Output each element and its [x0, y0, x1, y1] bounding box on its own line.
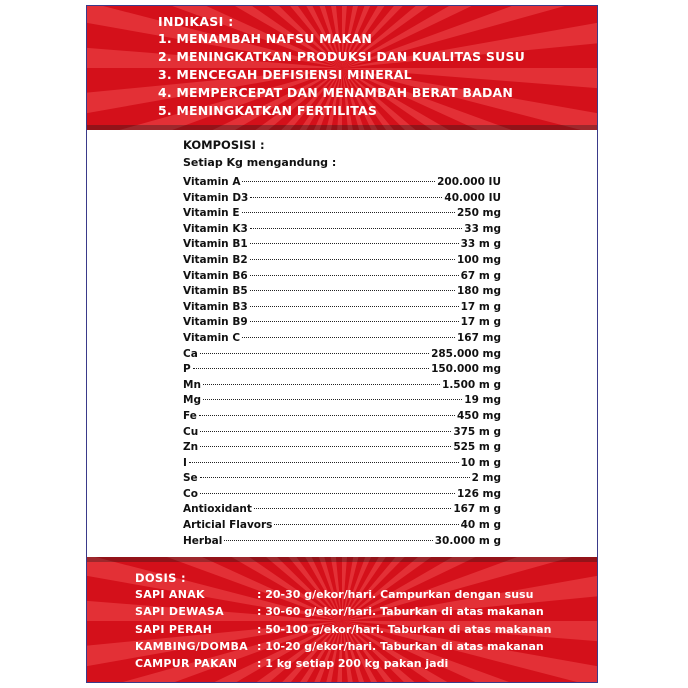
dot-leader: [200, 477, 470, 478]
komposisi-row: [183, 207, 501, 223]
ingredient-amount: 167 mg: [456, 331, 501, 344]
dot-leader: [250, 197, 442, 198]
dosis-key: SAPI DEWASA: [135, 605, 224, 619]
dosis-title: DOSIS :: [135, 571, 186, 585]
ingredient-name: Vitamin B1: [183, 238, 248, 251]
komposisi-row: [183, 254, 501, 270]
indikasi-title: INDIKASI :: [158, 14, 234, 29]
komposisi-row: [183, 519, 501, 535]
ingredient-amount: 17 m g: [460, 300, 501, 313]
dot-leader: [200, 493, 455, 494]
komposisi-row: [183, 426, 501, 442]
ingredient-name: Mn: [183, 378, 201, 391]
komposisi-row: [183, 316, 501, 332]
ingredient-name: Vitamin D3: [183, 191, 249, 204]
ingredient-amount: 100 mg: [456, 253, 501, 266]
komposisi-row: [183, 441, 501, 457]
ingredient-name: Zn: [183, 441, 199, 454]
ingredient-name: Se: [183, 472, 198, 485]
komposisi-row: [183, 503, 501, 519]
dosis-key: CAMPUR PAKAN: [135, 657, 238, 671]
komposisi-row: [183, 285, 501, 301]
dot-leader: [200, 446, 451, 447]
komposisi-row: [183, 301, 501, 317]
ingredient-amount: 17 m g: [460, 316, 501, 329]
ingredient-name: Co: [183, 487, 198, 500]
ingredient-name: Vitamin B5: [183, 285, 248, 298]
ingredient-name: Vitamin C: [183, 331, 241, 344]
komposisi-row: [183, 457, 501, 473]
ingredient-amount: 1.500 m g: [442, 378, 501, 391]
dot-leader: [193, 368, 429, 369]
komposisi-row: [183, 410, 501, 426]
dot-leader: [250, 306, 459, 307]
dosis-section: [135, 571, 551, 672]
ingredient-amount: 167 m g: [453, 503, 501, 516]
ingredient-name: Vitamin B9: [183, 316, 248, 329]
indikasi-item: 3. MENCEGAH DEFISIENSI MINERAL: [158, 67, 412, 82]
komposisi-row: [183, 270, 501, 286]
dot-leader: [242, 337, 455, 338]
dosis-text: : 20-30 g/ekor/hari. Campurkan dengan susu: [257, 588, 534, 601]
dosis-key: SAPI ANAK: [135, 588, 205, 601]
ingredient-amount: 67 m g: [460, 269, 501, 282]
dosis-key: KAMBING/DOMBA: [135, 639, 248, 653]
ingredient-amount: 525 m g: [453, 441, 501, 454]
komposisi-row: [183, 363, 501, 379]
dosis-banner: [87, 557, 597, 683]
ingredient-name: Fe: [183, 409, 197, 422]
dot-leader: [250, 243, 459, 244]
dosis-text: : 30-60 g/ekor/hari. Taburkan di atas makanan: [257, 605, 544, 619]
ingredient-amount: 2 mg: [471, 472, 501, 485]
dot-leader: [242, 212, 455, 213]
komposisi-row: [183, 488, 501, 504]
dot-leader: [250, 228, 463, 229]
ingredient-name: Vitamin B2: [183, 253, 248, 266]
ingredient-name: Vitamin B3: [183, 300, 248, 313]
ingredient-amount: 19 mg: [464, 394, 501, 407]
dosis-key: SAPI PERAH: [135, 622, 213, 636]
ingredient-name: Vitamin A: [183, 176, 241, 188]
ingredient-amount: 150.000 mg: [431, 363, 501, 376]
ingredient-name: Cu: [183, 425, 199, 438]
indikasi-item: 5. MENINGKATKAN FERTILITAS: [158, 103, 378, 118]
dot-leader: [189, 462, 459, 463]
ingredient-amount: 40.000 IU: [444, 191, 501, 204]
dot-leader: [200, 431, 451, 432]
ingredient-name: I: [183, 456, 187, 469]
komposisi-subtitle: Setiap Kg mengandung :: [183, 156, 337, 169]
ingredient-amount: 450 mg: [456, 409, 501, 422]
komposisi-row: [183, 192, 501, 208]
komposisi-row: [183, 379, 501, 395]
dot-leader: [203, 399, 462, 400]
ingredient-name: Herbal: [183, 534, 223, 547]
dot-leader: [250, 259, 455, 260]
dosis-text: : 1 kg setiap 200 kg pakan jadi: [257, 657, 449, 671]
indikasi-item: 2. MENINGKATKAN PRODUKSI DAN KUALITAS SUSU: [158, 49, 526, 64]
ingredient-amount: 10 m g: [460, 456, 501, 469]
ingredient-amount: 30.000 m g: [434, 534, 501, 547]
dosis-row: [135, 655, 551, 672]
komposisi-row: [183, 348, 501, 364]
ingredient-amount: 33 mg: [464, 222, 501, 235]
dosis-row: [135, 621, 551, 638]
komposisi-row: [183, 238, 501, 254]
komposisi-table: [183, 176, 501, 550]
ingredient-amount: 180 mg: [456, 285, 501, 298]
komposisi-row: [183, 394, 501, 410]
komposisi-row: [183, 176, 501, 192]
ingredient-name: Ca: [183, 347, 198, 360]
indikasi-item: 4. MEMPERCEPAT DAN MENAMBAH BERAT BADAN: [158, 85, 514, 100]
ingredient-name: P: [183, 363, 191, 376]
dot-leader: [199, 415, 455, 416]
dot-leader: [224, 540, 432, 541]
komposisi-row: [183, 332, 501, 348]
dot-leader: [250, 275, 459, 276]
ingredient-amount: 33 m g: [460, 238, 501, 251]
dot-leader: [200, 353, 429, 354]
komposisi-title: KOMPOSISI :: [183, 138, 265, 152]
ingredient-amount: 250 mg: [456, 207, 501, 220]
komposisi-section: [183, 137, 501, 550]
komposisi-row: [183, 223, 501, 239]
dosis-row: [135, 586, 551, 603]
dot-leader: [250, 321, 459, 322]
dosis-text: : 10-20 g/ekor/hari. Taburkan di atas makanan: [257, 639, 544, 653]
ingredient-amount: 375 m g: [453, 425, 501, 438]
dot-leader: [203, 384, 440, 385]
dosis-row: [135, 638, 551, 655]
ingredient-amount: 40 m g: [460, 519, 501, 532]
ingredient-name: Vitamin B6: [183, 269, 248, 282]
ingredient-name: Vitamin K3: [183, 222, 248, 235]
komposisi-row: [183, 535, 501, 551]
ingredient-amount: 200.000 IU: [437, 176, 501, 188]
indikasi-section: [158, 13, 525, 120]
dot-leader: [242, 181, 435, 182]
ingredient-name: Articial Flavors: [183, 519, 273, 532]
indikasi-banner: [87, 6, 597, 130]
dosis-row: [135, 603, 551, 620]
product-label-sheet: [86, 5, 598, 683]
dot-leader: [254, 508, 451, 509]
ingredient-name: Mg: [183, 394, 201, 407]
indikasi-item: 1. MENAMBAH NAFSU MAKAN: [158, 31, 373, 46]
dot-leader: [274, 524, 458, 525]
dosis-text: : 50-100 g/ekor/hari. Taburkan di atas makanan: [257, 622, 552, 636]
ingredient-name: Antioxidant: [183, 503, 252, 516]
komposisi-row: [183, 472, 501, 488]
dot-leader: [250, 290, 455, 291]
ingredient-name: Vitamin E: [183, 207, 240, 220]
ingredient-amount: 285.000 mg: [431, 347, 501, 360]
ingredient-amount: 126 mg: [456, 487, 501, 500]
